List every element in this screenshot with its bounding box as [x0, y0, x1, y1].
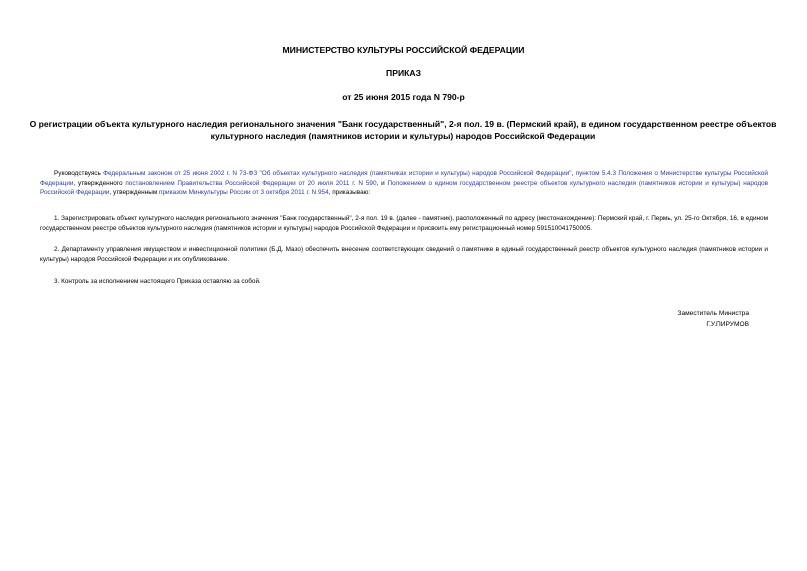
government-resolution-link[interactable]: постановлением Правительства Российской Федерации от 20 июля 2011 г. N 590 [125, 179, 377, 187]
item-2-paragraph: 2. Департаменту управления имуществом и инвестиционной политики (Б.Д. Мазо) обеспечить внесение соответствующих сведений о памятнике в единый государственный реестр объектов культурного наследия (памятников истории и культуры) народов Российской Федерации и их опубликование. [40, 246, 768, 263]
item-3-paragraph: 3. Контроль за исполнением настоящего Приказа оставляю за собой. [54, 278, 261, 285]
item-1-paragraph: 1. Зарегистрировать объект культурного наследия регионального значения "Банк государственный", 2-я пол. 19 в. (далее - памятник), расположенный по адресу (местонахождение): Пермский край, г. Пермь, ул. 25-го Октября, 16, в едином государственном реестре объектов культурного наследия (памятников истории и культуры) народов Российской Федерации и присвоить ему регистрационный номер 591510041750005. [40, 215, 768, 232]
signer-name: Г.У.ПИРУМОВ [706, 321, 749, 328]
preamble-text-3: , утвержденного [73, 179, 126, 187]
ministry-heading: МИНИСТЕРСТВО КУЛЬТУРЫ РОССИЙСКОЙ ФЕДЕРАЦИИ [282, 45, 525, 55]
ministry-regulation-link[interactable]: пунктом 5.4.3 Положения о Министерстве культуры Российской Федерации [40, 170, 768, 187]
doc-type-heading: ПРИКАЗ [386, 68, 421, 78]
date-number-heading: от 25 июня 2015 года N 790-р [342, 92, 465, 102]
preamble-text-4: , и [376, 179, 388, 187]
preamble-text-6: , приказываю: [328, 189, 371, 196]
preamble-text-1: Руководствуясь [54, 170, 104, 177]
registry-regulation-link[interactable]: Положением о едином государственном реестре объектов культурного наследия (памятников истории и культуры) народов Российской Федерации [40, 179, 768, 196]
signer-position: Заместитель Министра [677, 310, 749, 317]
preamble-paragraph [40, 169, 768, 198]
ministry-order-link[interactable]: приказом Минкультуры России от 3 октября 2011 г. N 954 [158, 189, 329, 196]
preamble-text-2: , [571, 170, 576, 177]
federal-law-link[interactable]: Федеральным законом от 25 июня 2002 г. N 73-ФЗ "Об объектах культурного наследия (памятниках истории и культуры) народов Российской Федерации" [103, 170, 572, 177]
preamble-text-5: , утвержденным [109, 189, 159, 196]
document-title: О регистрации объекта культурного наследия регионального значения "Банк государственный", 2-я пол. 19 в. (Пермский край), в едином государственном реестре объектов культурного наследия (памятников истории и культуры) народов Российской Федерации [29, 119, 777, 141]
